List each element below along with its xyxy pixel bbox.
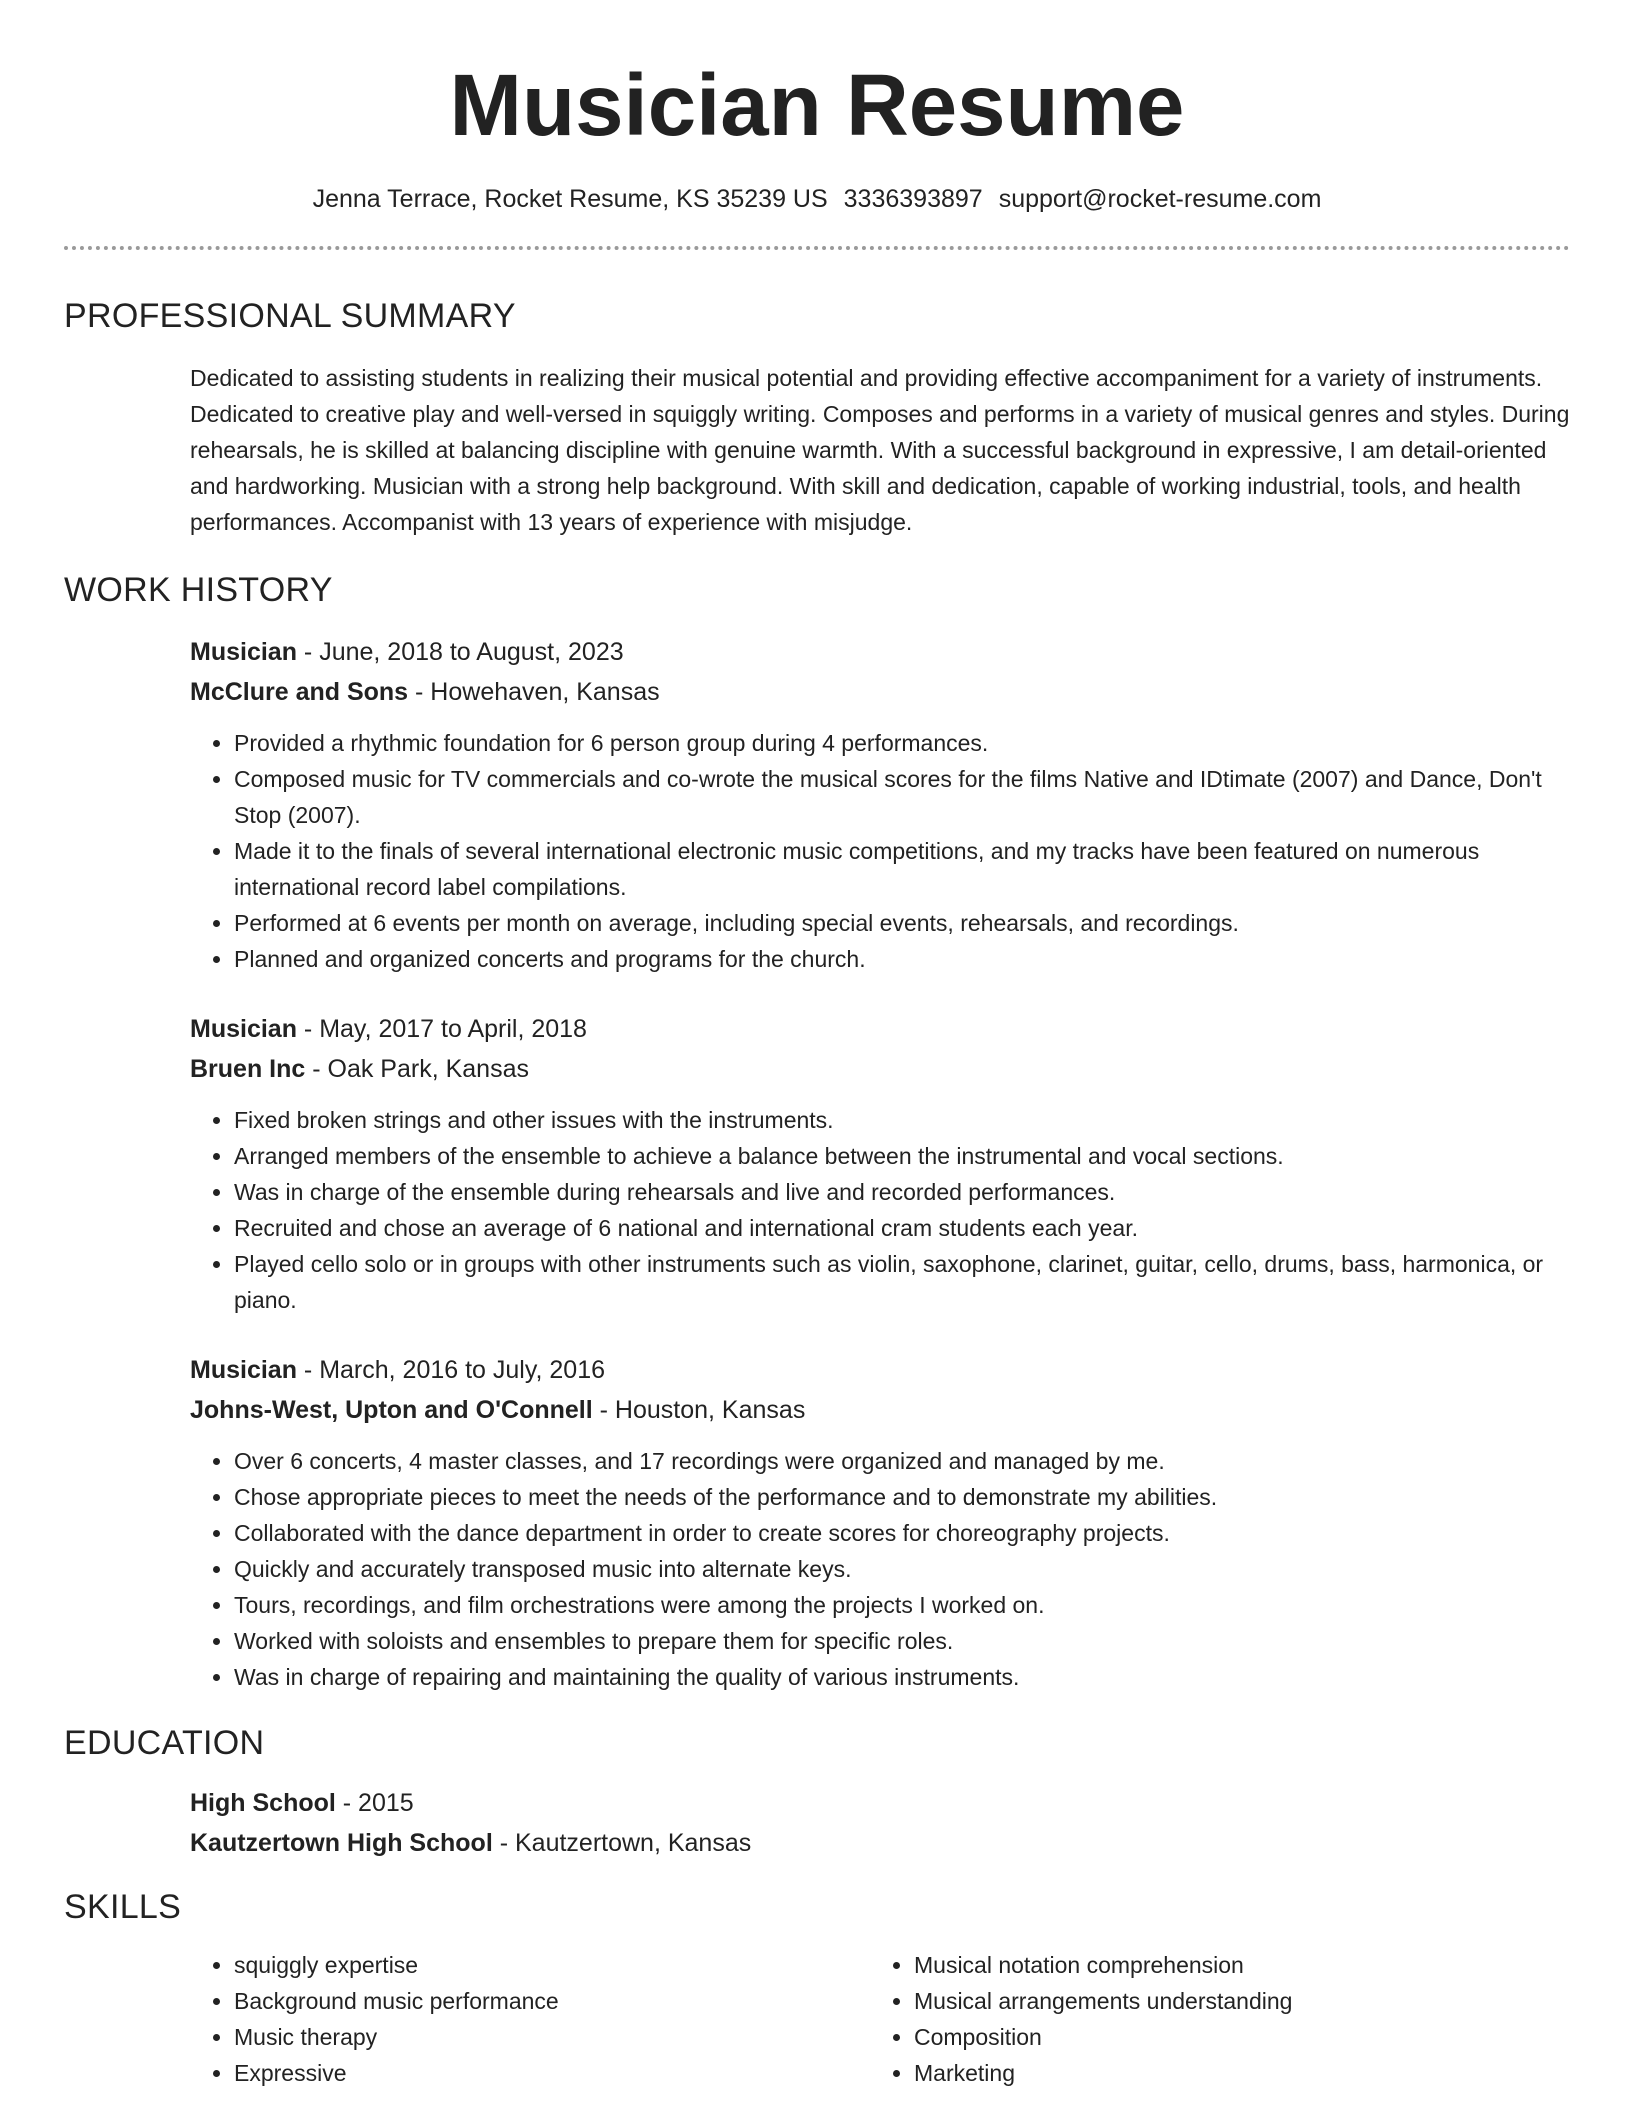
job-company-line <box>190 1049 1570 1089</box>
education-entry <box>190 1783 1570 1863</box>
list-item: • Quickly and accurately transposed music into alternate keys. <box>234 1551 1570 1587</box>
job-bullets <box>190 725 1570 977</box>
contact-phone: 3336393897 <box>843 185 983 213</box>
list-item: • Performed at 6 events per month on average, including special events, rehearsals, and recordings. <box>234 905 1570 941</box>
job-location: - Houston, Kansas <box>592 1396 806 1424</box>
job-title-line <box>190 1009 1570 1049</box>
job-location: - Howehaven, Kansas <box>408 678 660 706</box>
job-entry <box>190 632 1570 977</box>
skill-item: • Marketing <box>914 2055 1550 2091</box>
skill-item: • Expressive <box>234 2055 870 2091</box>
education-degree: High School <box>190 1789 336 1817</box>
skill-item: • Background music performance <box>234 1983 870 2019</box>
list-item: • Recruited and chose an average of 6 national and international cram students each year. <box>234 1210 1570 1246</box>
skills-heading: SKILLS <box>64 1888 182 1926</box>
list-item: • Collaborated with the dance department in order to create scores for choreography projects. <box>234 1515 1570 1551</box>
contact-line <box>64 182 1570 216</box>
education-location: - Kautzertown, Kansas <box>492 1829 752 1857</box>
contact-email: support@rocket-resume.com <box>998 185 1322 213</box>
list-item: • Provided a rhythmic foundation for 6 person group during 4 performances. <box>234 725 1570 761</box>
job-dates: - March, 2016 to July, 2016 <box>296 1356 606 1384</box>
job-dates: - June, 2018 to August, 2023 <box>296 638 624 666</box>
list-item: • Chose appropriate pieces to meet the needs of the performance and to demonstrate my abilities. <box>234 1479 1570 1515</box>
job-location: - Oak Park, Kansas <box>305 1055 529 1083</box>
summary-heading: PROFESSIONAL SUMMARY <box>64 297 516 335</box>
list-item: • Made it to the finals of several international electronic music competitions, and my tracks have been featured on numerous international record label compilations. <box>234 833 1570 905</box>
skill-item: • Composition <box>914 2019 1550 2055</box>
list-item: • Was in charge of repairing and maintaining the quality of various instruments. <box>234 1659 1570 1695</box>
job-bullets <box>190 1102 1570 1318</box>
job-company: McClure and Sons <box>190 678 409 706</box>
job-role: Musician <box>190 1015 297 1043</box>
job-dates: - May, 2017 to April, 2018 <box>296 1015 587 1043</box>
education-school-line <box>190 1823 1570 1863</box>
job-role: Musician <box>190 1356 297 1384</box>
list-item: • Tours, recordings, and film orchestrations were among the projects I worked on. <box>234 1587 1570 1623</box>
job-bullets <box>190 1443 1570 1695</box>
job-company: Bruen Inc <box>190 1055 306 1083</box>
list-item: • Planned and organized concerts and programs for the church. <box>234 941 1570 977</box>
job-company-line <box>190 672 1570 712</box>
list-item: • Worked with soloists and ensembles to prepare them for specific roles. <box>234 1623 1570 1659</box>
skills-column-right <box>870 1947 1550 2091</box>
resume-title: Musician Resume <box>449 57 1185 154</box>
education-year: - 2015 <box>335 1789 414 1817</box>
contact-address: Jenna Terrace, Rocket Resume, KS 35239 US <box>312 185 828 213</box>
list-item: • Played cello solo or in groups with other instruments such as violin, saxophone, clarinet, guitar, cello, drums, bass, harmonica, or piano. <box>234 1246 1570 1318</box>
education-heading: EDUCATION <box>64 1724 265 1762</box>
job-title-line <box>190 632 1570 672</box>
job-role: Musician <box>190 638 297 666</box>
list-item: • Was in charge of the ensemble during rehearsals and live and recorded performances. <box>234 1174 1570 1210</box>
list-item: • Over 6 concerts, 4 master classes, and 17 recordings were organized and managed by me. <box>234 1443 1570 1479</box>
header-divider <box>64 246 1570 250</box>
job-company-line <box>190 1390 1570 1430</box>
skill-item: • Musical arrangements understanding <box>914 1983 1550 2019</box>
skill-item: • Music therapy <box>234 2019 870 2055</box>
job-company: Johns-West, Upton and O'Connell <box>190 1396 593 1424</box>
resume-page <box>64 0 1570 2091</box>
skill-item: • Musical notation comprehension <box>914 1947 1550 1983</box>
job-entry <box>190 1009 1570 1318</box>
education-degree-line <box>190 1783 1570 1823</box>
skill-item: • squiggly expertise <box>234 1947 870 1983</box>
job-entry <box>190 1350 1570 1695</box>
skills-column-left <box>190 1947 870 2091</box>
summary-text: Dedicated to assisting students in realizing their musical potential and providing effective accompaniment for a variety of instruments. Dedicated to creative play and well-versed in squiggly writing. Composes and performs in a variety of musical genres and styles. During rehearsals, he is skilled at balancing discipline with genuine warmth. With a successful background in expressive, I am detail-oriented and hardworking. Musician with a strong help background. With skill and dedication, capable of working industrial, tools, and health performances. Accompanist with 13 years of experience with misjudge. <box>190 365 1570 535</box>
skills-grid <box>190 1947 1570 2091</box>
list-item: • Composed music for TV commercials and co-wrote the musical scores for the films Native and IDtimate (2007) and Dance, Don't Stop (2007). <box>234 761 1570 833</box>
job-title-line <box>190 1350 1570 1390</box>
list-item: • Fixed broken strings and other issues with the instruments. <box>234 1102 1570 1138</box>
work-history-heading: WORK HISTORY <box>64 571 333 609</box>
education-school: Kautzertown High School <box>190 1829 493 1857</box>
list-item: • Arranged members of the ensemble to achieve a balance between the instrumental and vocal sections. <box>234 1138 1570 1174</box>
